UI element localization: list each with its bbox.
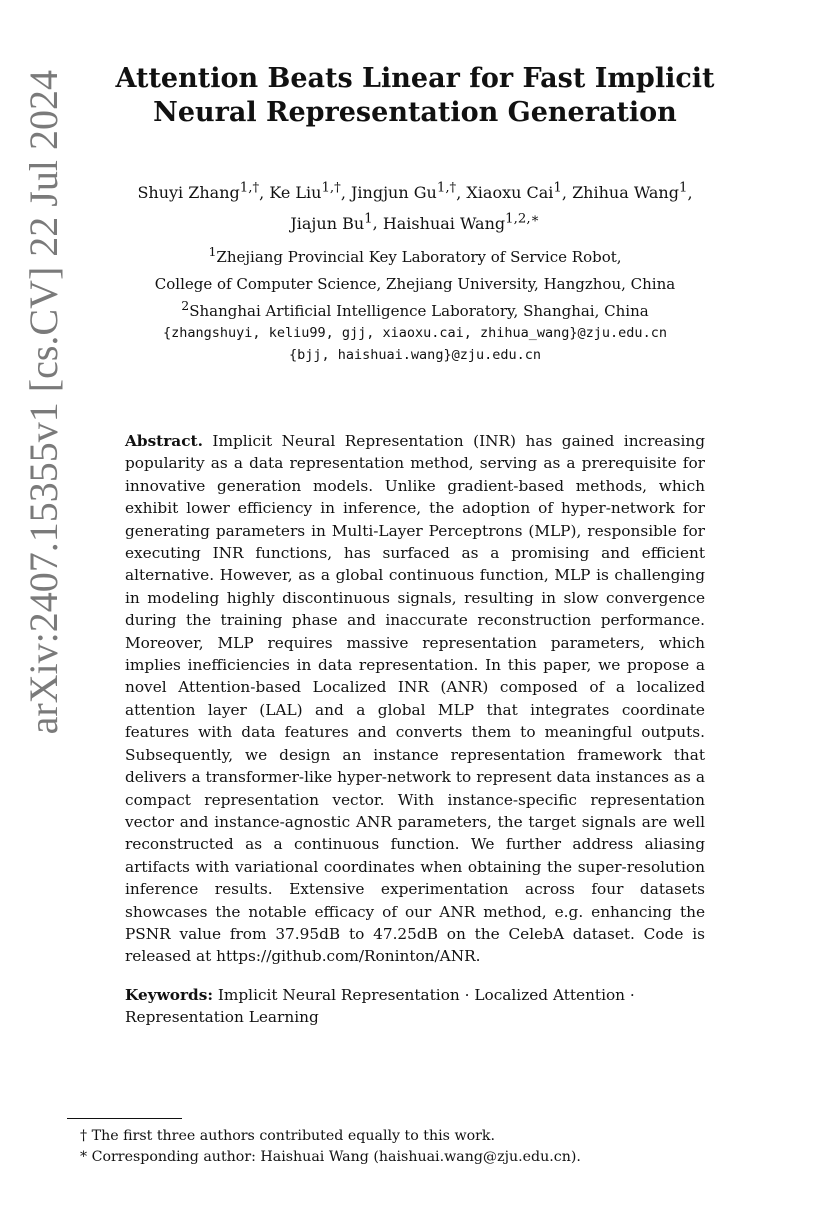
keywords <box>125 984 705 1029</box>
arxiv-sidebar-stamp <box>10 70 80 770</box>
author: Xiaoxu Cai$^1$ <box>466 181 562 203</box>
affiliations <box>80 241 750 366</box>
email-line: {zhangshuyi, keliu99, gjj, xiaoxu.cai, zhihua_wang}@zju.edu.cn <box>163 325 667 341</box>
keywords-label: Keywords: <box>125 986 213 1004</box>
paper-title: Attention Beats Linear for Fast Implicit Neural Representation Generation <box>115 63 715 128</box>
author: Jingjun $Gu^{1,\dagger}$ <box>351 181 457 203</box>
keywords-text: Implicit Neural Representation · Localized Attention · Representation Learning <box>125 986 635 1027</box>
footnote: * Corresponding author: Haishuai Wang (haishuai.wang@zju.edu.cn). <box>80 1149 581 1165</box>
affiliation-line: $^2$Shanghai Artificial Intelligence Laboratory, Shanghai, China <box>181 298 649 320</box>
abstract-label: Abstract. <box>125 432 203 450</box>
email-line: {bjj, haishuai.wang}@zju.edu.cn <box>289 347 541 363</box>
arxiv-identifier: arXiv:2407.15355v1 [cs.CV] 22 Jul 2024 <box>21 70 66 735</box>
author-list: Shuyi Zhang$^{1,\dagger}$, Ke Liu$^{1,\dagger}$, Jingjun $Gu^{1,\dagger}$, Xiaoxu Cai$^1$, Zhihua Wang$^1$, Jiajun Bu$^1$, Haishuai Wang$^{1,2,∗}$ <box>137 181 693 233</box>
author: Shuyi Zhang$^{1,\dagger}$ <box>137 181 260 203</box>
abstract <box>125 430 705 968</box>
affiliation-line: College of Computer Science, Zhejiang University, Hangzhou, China <box>154 275 676 293</box>
affiliation-line: $^1$Zhejiang Provincial Key Laboratory of Service Robot, <box>208 244 622 266</box>
footnote-rule <box>67 1118 182 1119</box>
author: Jiajun Bu$^1$ <box>290 211 373 233</box>
author: Zhihua Wang$^1$ <box>572 181 688 203</box>
author: Ke Liu$^{1,\dagger}$ <box>269 181 341 203</box>
author: Haishuai Wang$^{1,2,∗}$ <box>382 211 540 233</box>
footnote: † The first three authors contributed equally to this work. <box>80 1128 496 1144</box>
abstract-text: Implicit Neural Representation (INR) has gained increasing popularity as a data representation method, serving as a prerequisite for innovative generation models. Unlike gradient-based methods, which exhibit lower efficiency in inference, the adoption of hyper-network for generating parameters in Multi-Layer Perceptrons (MLP), responsible for executing INR functions, has surfaced as a promising and efficient alternative. However, as a global continuous function, MLP is challenging in modeling highly discontinuous signals, resulting in slow convergence during the training phase and inaccurate reconstruction performance. Moreover, MLP requires massive representation parameters, which implies inefficiencies in data representation. In this paper, we propose a novel Attention-based Localized INR (ANR) composed of a localized attention layer (LAL) and a global MLP that integrates coordinate features with data features and converts them to meaningful outputs. Subsequently, we design an instance representation framework that delivers a transformer-like hyper-network to represent data instances as a compact representation vector. With instance-specific representation vector and instance-agnostic ANR parameters, the target signals are well reconstructed as a continuous function. We further address aliasing artifacts with variational coordinates when obtaining the super-resolution inference results. Extensive experimentation across four datasets showcases the notable efficacy of our ANR method, e.g. enhancing the PSNR value from 37.95dB to 47.25dB on the CelebA dataset. Code is released at https://github.com/Roninton/ANR. <box>125 432 705 966</box>
footnotes <box>80 1126 730 1168</box>
